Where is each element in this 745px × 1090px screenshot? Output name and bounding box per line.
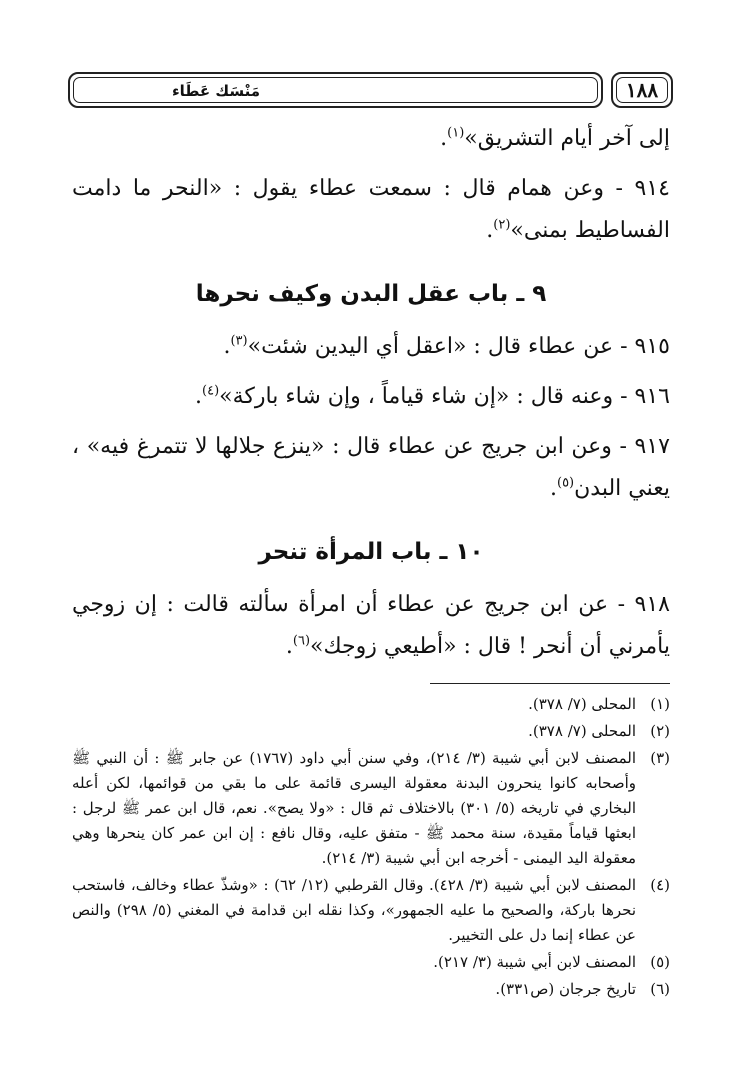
footnote-ref: (٥) xyxy=(556,475,575,491)
page-number: ١٨٨ xyxy=(625,78,659,102)
footnote-ref: (٦) xyxy=(292,633,311,649)
footnote-label: (٢) xyxy=(650,722,670,740)
footnotes xyxy=(72,692,670,1004)
footnote-label: (٤) xyxy=(650,876,670,894)
paragraph-text: وعنه قال : «إن شاء قياماً ، وإن شاء باركة» xyxy=(219,384,614,409)
paragraph-text: وعن ابن جريج عن عطاء قال : «ينزع جلالها لا تتمرغ فيه» ، يعني البدن xyxy=(72,434,670,501)
footnote xyxy=(72,746,670,871)
paragraph-text: عن ابن جريج عن عطاء أن امرأة سألته قالت : إن زوجي يأمرني أن أنحر ! قال : «أطيعي زوجك» xyxy=(72,592,670,659)
footnote-label: (٣) xyxy=(650,749,670,767)
paragraph-916: ٩١٦ - وعنه قال : «إن شاء قياماً ، وإن شاء باركة»$^{(٤)}$. xyxy=(195,383,670,409)
paragraph-917: ٩١٧ - وعن ابن جريج عن عطاء قال : «ينزع جلالها لا تتمرغ فيه» ، يعني البدن$^{(٥)}$. xyxy=(72,434,670,501)
section-heading-9: ٩ ـ باب عقل البدن وكيف نحرها xyxy=(195,281,547,307)
footnote-text: تاريخ جرجان (ص٣٣١). xyxy=(495,980,636,998)
section-heading-10: ١٠ ـ باب المرأة تنحر xyxy=(258,539,484,565)
footnote-label: (٦) xyxy=(650,980,670,998)
footnote-divider xyxy=(430,683,670,684)
book-title: مَنْسَك عَطَاء xyxy=(171,82,260,100)
footnote-ref: (٢) xyxy=(493,217,511,233)
paragraph-914: ٩١٤ - وعن همام قال : سمعت عطاء يقول : «النحر ما دامت الفساطيط بمنى»$^{(٢)}$. xyxy=(72,176,670,243)
item-number: ٩١٥ - xyxy=(620,334,670,359)
footnote-text: المحلى (٧/ ٣٧٨). xyxy=(528,695,636,713)
footnote-text: المصنف لابن أبي شيبة (٣/ ٤٢٨). وقال القرطبي (١٢/ ٦٢) : «وشذّ عطاء وخالف، فاستحب نحرها باركة، والصحيح ما عليه الجمهور»، وكذا نقله ابن قدامة في المغني (٥/ ٢٩٨) والنص عن عطاء إنما دل على التخيير. xyxy=(72,876,637,944)
item-number: ٩١٨ - xyxy=(617,592,670,617)
footnote-text: المحلى (٧/ ٣٧٨). xyxy=(528,722,636,740)
footnote-text: المصنف لابن أبي شيبة (٣/ ٢١٧). xyxy=(433,953,636,971)
footnote-label: (٥) xyxy=(650,953,670,971)
main-text xyxy=(72,118,670,668)
item-number: ٩١٤ - xyxy=(615,176,670,201)
paragraph-text: عن عطاء قال : «اعقل أي اليدين شئت» xyxy=(247,334,614,359)
footnote-ref: (٣) xyxy=(230,333,248,349)
footnote xyxy=(72,950,670,975)
paragraph-915: ٩١٥ - عن عطاء قال : «اعقل أي اليدين شئت»$^{(٣)}$. xyxy=(223,333,670,359)
footnote xyxy=(72,977,670,1002)
footnote-ref: (٤) xyxy=(202,383,220,399)
page-header xyxy=(68,72,673,110)
footnote-ref: (١) xyxy=(447,125,465,141)
paragraph-continuation: إلى آخر أيام التشريق»$^{(١)}$. xyxy=(440,125,670,151)
paragraph-918: ٩١٨ - عن ابن جريج عن عطاء أن امرأة سألته قالت : إن زوجي يأمرني أن أنحر ! قال : «أطيعي زوجك»$^{(٦)}$. xyxy=(72,592,670,659)
footnote xyxy=(72,692,670,717)
footnote xyxy=(72,719,670,744)
item-number: ٩١٧ - xyxy=(619,434,670,459)
paragraph-text: وعن همام قال : سمعت عطاء يقول : «النحر ما دامت الفساطيط بمنى» xyxy=(72,176,670,243)
footnote xyxy=(72,873,670,948)
item-number: ٩١٦ - xyxy=(620,384,670,409)
paragraph-text: إلى آخر أيام التشريق» xyxy=(464,126,670,151)
footnote-text: المصنف لابن أبي شيبة (٣/ ٢١٤)، وفي سنن أبي داود (١٧٦٧) عن جابر ﷺ : أن النبي ﷺ وأصحابه كانوا ينحرون البدنة معقولة اليسرى قائمة على ما بقي من قوائمها، لكن أعله البخاري في تاريخه (٥/ ٣٠١) بالاختلاف ثم قال : «ولا يصح». نعم، قال ابن عمر ﷺ لرجل : ابعثها قياماً مقيدة، سنة محمد ﷺ - متفق عليه، وقال نافع : إن ابن عمر كان ينحرها وهي معقولة اليد اليمنى - أخرجه ابن أبي شيبة (٣/ ٢١٤). xyxy=(72,749,636,867)
footnote-label: (١) xyxy=(650,695,670,713)
